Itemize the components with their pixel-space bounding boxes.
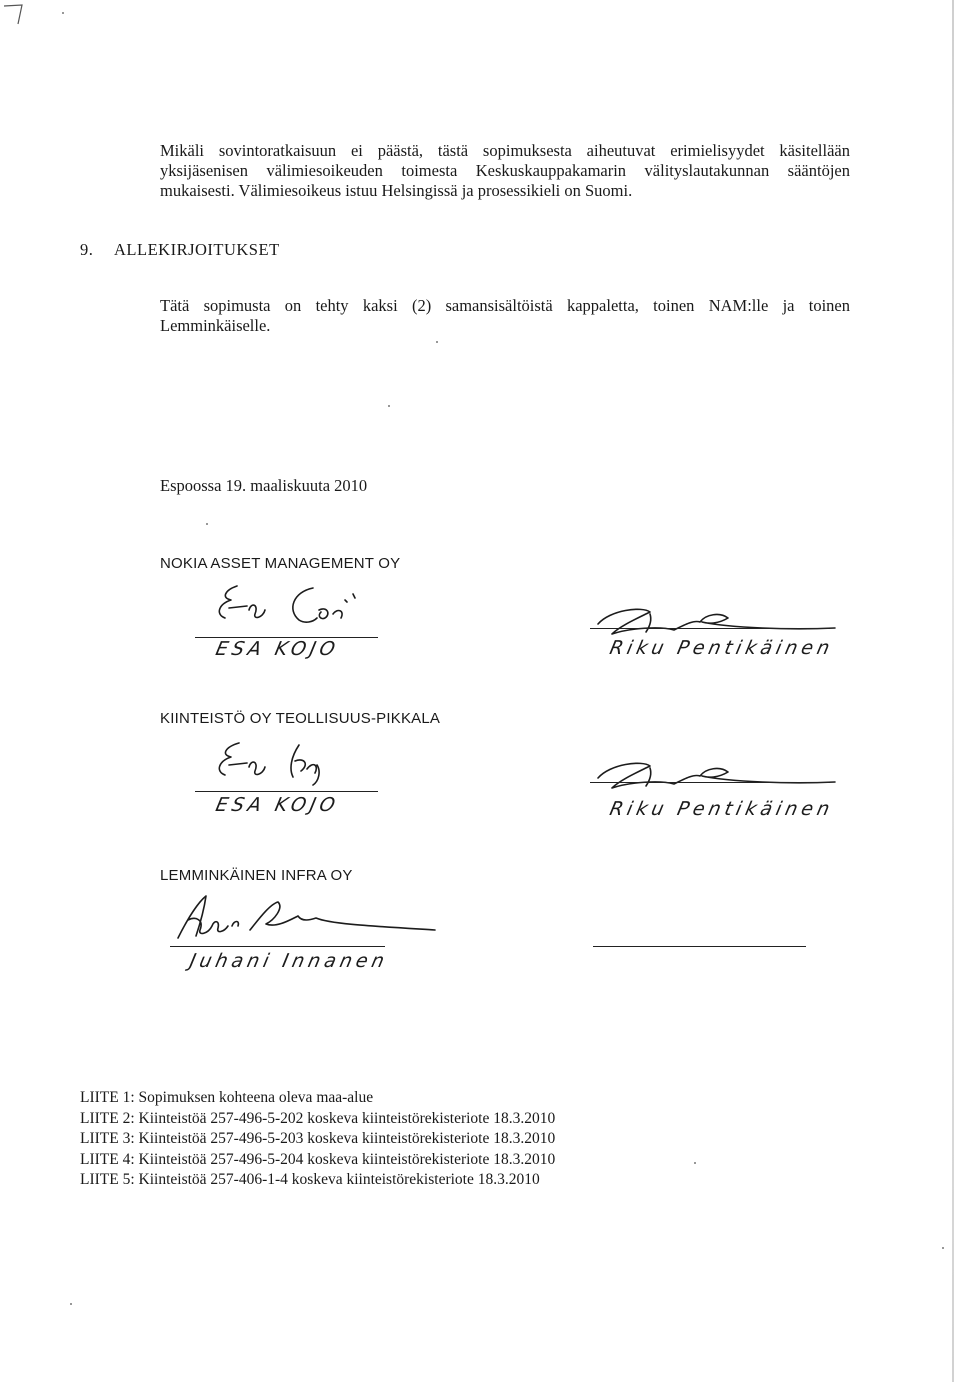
signer-printed-name: Juhani Innanen bbox=[187, 950, 391, 972]
signature-line bbox=[195, 791, 378, 792]
signature-riku-pentikainen bbox=[590, 752, 840, 796]
arbitration-paragraph: Mikäli sovintoratkaisuun ei päästä, tästä sopimuksesta aiheutuvat erimielisyydet käsitellään yksijäsenisen välimiesoikeuden toimesta Keskuskauppakamarin välityslautakunnan sääntöjen mukaisesti. Välimiesoikeus istuu Helsingissä ja prosessikieli on Suomi. bbox=[160, 141, 850, 200]
scan-corner-mark bbox=[2, 2, 32, 28]
signature-esa-kojo bbox=[195, 580, 395, 640]
attachment-item: LIITE 2: Kiinteistöä 257-496-5-202 koskeva kiinteistörekisteriote 18.3.2010 bbox=[80, 1109, 556, 1127]
attachment-item: LIITE 5: Kiinteistöä 257-406-1-4 koskeva kiinteistörekisteriote 18.3.2010 bbox=[80, 1171, 540, 1188]
signature-line bbox=[590, 782, 830, 783]
scan-speck bbox=[206, 523, 208, 525]
section-number: 9. bbox=[80, 240, 94, 259]
scan-speck bbox=[62, 12, 64, 14]
scan-speck bbox=[388, 405, 390, 407]
attachments-list bbox=[80, 1088, 555, 1191]
scan-speck bbox=[694, 1162, 696, 1164]
signer-printed-name: ESA KOJO bbox=[213, 638, 341, 660]
signer-printed-name: Riku Pentikäinen bbox=[607, 798, 836, 820]
attachment-item: LIITE 1: Sopimuksen kohteena oleva maa-alue bbox=[80, 1089, 374, 1106]
signer-printed-name: Riku Pentikäinen bbox=[607, 637, 836, 659]
scan-speck bbox=[436, 341, 438, 343]
section-heading bbox=[80, 240, 280, 260]
company-name: NOKIA ASSET MANAGEMENT OY bbox=[160, 555, 401, 572]
signer-printed-name: ESA KOJO bbox=[213, 794, 341, 816]
scan-speck bbox=[70, 1303, 72, 1305]
copies-paragraph: Tätä sopimusta on tehty kaksi (2) samansisältöistä kappaletta, toinen NAM:lle ja toinen Lemminkäiselle. bbox=[160, 296, 850, 335]
section-title: ALLEKIRJOITUKSET bbox=[114, 240, 280, 259]
company-name: KIINTEISTÖ OY TEOLLISUUS-PIKKALA bbox=[160, 710, 441, 727]
scan-right-edge bbox=[952, 0, 954, 1382]
empty-signature-line bbox=[593, 946, 806, 947]
signature-esa-kojo bbox=[195, 735, 395, 795]
attachment-item: LIITE 3: Kiinteistöä 257-496-5-203 koskeva kiinteistörekisteriote 18.3.2010 bbox=[80, 1130, 556, 1147]
signature-juhani-innanen bbox=[170, 890, 440, 950]
signature-line bbox=[590, 628, 830, 629]
attachment-item: LIITE 4: Kiinteistöä 257-496-5-204 koskeva kiinteistörekisteriote 18.3.2010 bbox=[80, 1150, 556, 1168]
scan-speck bbox=[942, 1247, 944, 1249]
place-and-date: Espoossa 19. maaliskuuta 2010 bbox=[160, 476, 368, 495]
signature-line bbox=[170, 946, 385, 947]
company-name: LEMMINKÄINEN INFRA OY bbox=[160, 867, 353, 884]
